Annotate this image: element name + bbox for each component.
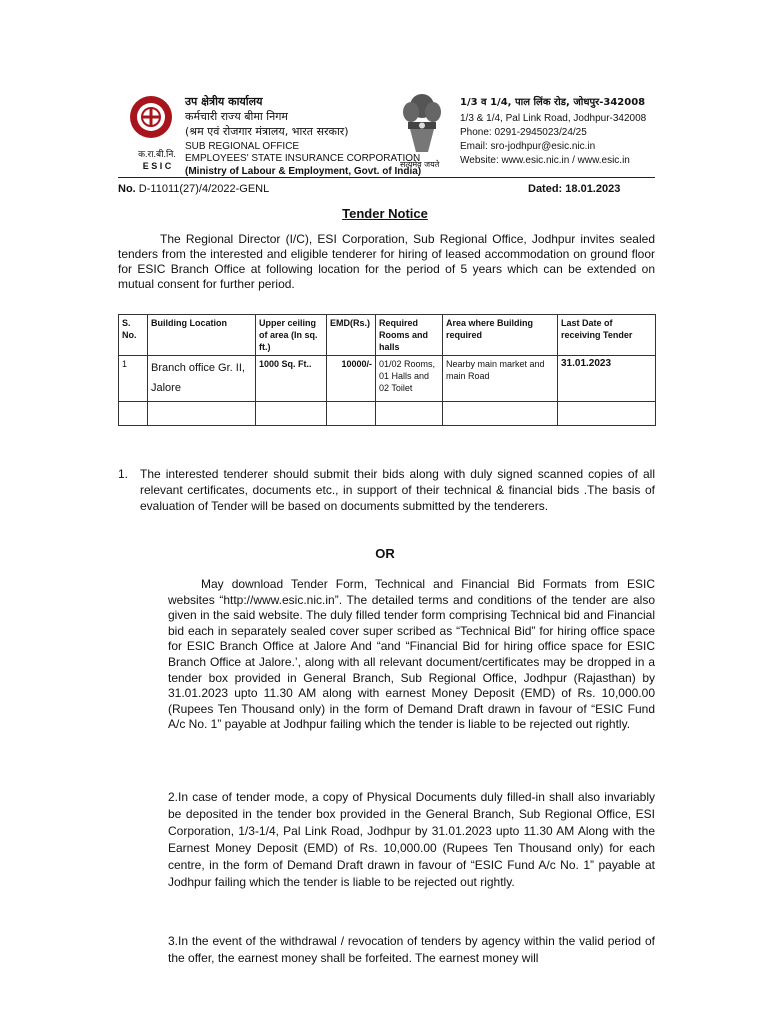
point-1-text: The interested tenderer should submit their bids along with duly signed scanned copies of all relevant certificates, documents etc., in support of their technical & financial bids .The basis of evaluation of Tender will be based on documents submitted by the tenderers. xyxy=(140,467,655,513)
abbr-en: E S I C xyxy=(142,161,172,171)
empty-cell xyxy=(256,402,327,426)
point-1 xyxy=(118,466,655,514)
header-where: Area where Building required xyxy=(443,315,558,356)
ref-value: D-11011(27)/4/2022-GENL xyxy=(138,183,270,195)
header-rooms: Required Rooms and halls xyxy=(376,315,443,356)
reference-number xyxy=(118,183,269,195)
header-area: Upper ceiling of area (In sq. ft.) xyxy=(256,315,327,356)
address-en: 1/3 & 1/4, Pal Link Road, Jodhpur-342008 xyxy=(460,113,647,124)
header-emd: EMD(Rs.) xyxy=(327,315,376,356)
office-en: SUB REGIONAL OFFICE xyxy=(185,141,300,152)
hindi-office: उप क्षेत्रीय कार्यालय xyxy=(185,95,263,108)
point-2: 2.In case of tender mode, a copy of Physical Documents duly filled-in shall also invariably be deposited in the tender box provided in the General Branch, Sub Regional Office, ESI Corporation, 1/3-1/4, Pal Link Road, Jodhpur by 31.01.2023 upto 11.30 AM Along with the Earnest Money Deposit (EMD) of Rs. 10,000.00 (Rupees Ten Thousand only) for each centre, in the form of Demand Draft drawn in favour of “ESIC Fund A/c No. 1” payable at Jodhpur failing which the tender is liable to be rejected out rightly. xyxy=(168,790,655,889)
or-separator: OR xyxy=(375,546,395,561)
empty-cell xyxy=(558,402,656,426)
point-3: 3.In the event of the withdrawal / revocation of tenders by agency within the valid period of the offer, the earnest money shall be forfeited. The earnest money will xyxy=(168,934,655,965)
header-sno: S. No. xyxy=(119,315,148,356)
cell-area: 1000 Sq. Ft.. xyxy=(256,356,327,402)
esic-logo xyxy=(130,96,172,138)
ministry-en: (Ministry of Labour & Employment, Govt. of India) xyxy=(185,166,422,177)
location-line1: Branch office Gr. II, xyxy=(151,362,245,374)
table-header-row xyxy=(119,315,656,356)
cell-location xyxy=(148,356,256,402)
page-title: Tender Notice xyxy=(342,206,428,221)
corp-en: EMPLOYEES' STATE INSURANCE CORPORATION xyxy=(185,153,421,164)
rooms-line3: 02 Toilet xyxy=(379,383,413,393)
header-location: Building Location xyxy=(148,315,256,356)
empty-cell xyxy=(443,402,558,426)
cell-emd: 10000/- xyxy=(327,356,376,402)
empty-cell xyxy=(327,402,376,426)
empty-cell xyxy=(119,402,148,426)
header-divider xyxy=(118,177,655,178)
esic-emblem-icon xyxy=(137,103,165,131)
empty-cell xyxy=(376,402,443,426)
point-1-number: 1. xyxy=(118,467,129,481)
empty-cell xyxy=(148,402,256,426)
rooms-line1: 01/02 Rooms, xyxy=(379,359,436,369)
date: Dated: 18.01.2023 xyxy=(528,183,621,195)
intro-paragraph: The Regional Director (I/C), ESI Corporation, Sub Regional Office, Jodhpur invites sealed tenders from the interested and eligible tenderer for hiring of leased accommodation on ground floor for ESIC Branch Office at following location for the period of 5 years which can be extended on mutual consent for further period. xyxy=(118,232,655,291)
tender-table xyxy=(118,314,656,426)
cell-sno: 1 xyxy=(119,356,148,402)
email: Email: sro-jodhpur@esic.nic.in xyxy=(460,141,596,152)
table-row xyxy=(119,356,656,402)
table-row-empty xyxy=(119,402,656,426)
phone: Phone: 0291-2945023/24/25 xyxy=(460,127,587,138)
hindi-ministry: (श्रम एवं रोजगार मंत्रालय, भारत सरकार) xyxy=(185,125,349,138)
ref-label: No. xyxy=(118,183,136,195)
header-last-date: Last Date of receiving Tender xyxy=(558,315,656,356)
website: Website: www.esic.nic.in / www.esic.in xyxy=(460,155,630,166)
cell-rooms xyxy=(376,356,443,402)
location-line2: Jalore xyxy=(151,382,181,394)
emblem-motto: सत्यमेव जयते xyxy=(400,160,440,169)
abbr-hindi: क.रा.बी.नि. xyxy=(138,149,176,159)
national-emblem-icon xyxy=(402,92,442,154)
rooms-line2: 01 Halls and xyxy=(379,371,430,381)
hindi-corp: कर्मचारी राज्य बीमा निगम xyxy=(185,110,288,123)
cell-last-date: 31.01.2023 xyxy=(558,356,656,402)
download-paragraph: May download Tender Form, Technical and Financial Bid Formats from ESIC websites “http://www.esic.nic.in”. The detailed terms and conditions of the tender are also given in the said website. The duly filled tender form comprising Technical bid and Financial bid each in separately sealed cover super scribed as “Technical Bid” for hiring office space for ESIC Branch Office at Jalore And “and “Financial Bid for hiring office space for ESIC Branch Office at Jalore.’, along with all relevant document/certificates may be dropped in a tender box provided in General Branch, Sub Regional Office, Jodhpur (Rajasthan) by 31.01.2023 upto 11.30 AM along with earnest Money Deposit (EMD) of Rs. 10,000.00 (Rupees Ten Thousand only) in the form of Demand Draft drawn in favour of “ESIC Fund A/c No. 1” payable at Jodhpur failing which the tender is liable to be rejected out rightly. xyxy=(168,577,655,732)
address-hindi: 1/3 व 1/4, पाल लिंक रोड, जोधपुर-342008 xyxy=(460,97,646,108)
cell-where: Nearby main market and main Road xyxy=(443,356,558,402)
